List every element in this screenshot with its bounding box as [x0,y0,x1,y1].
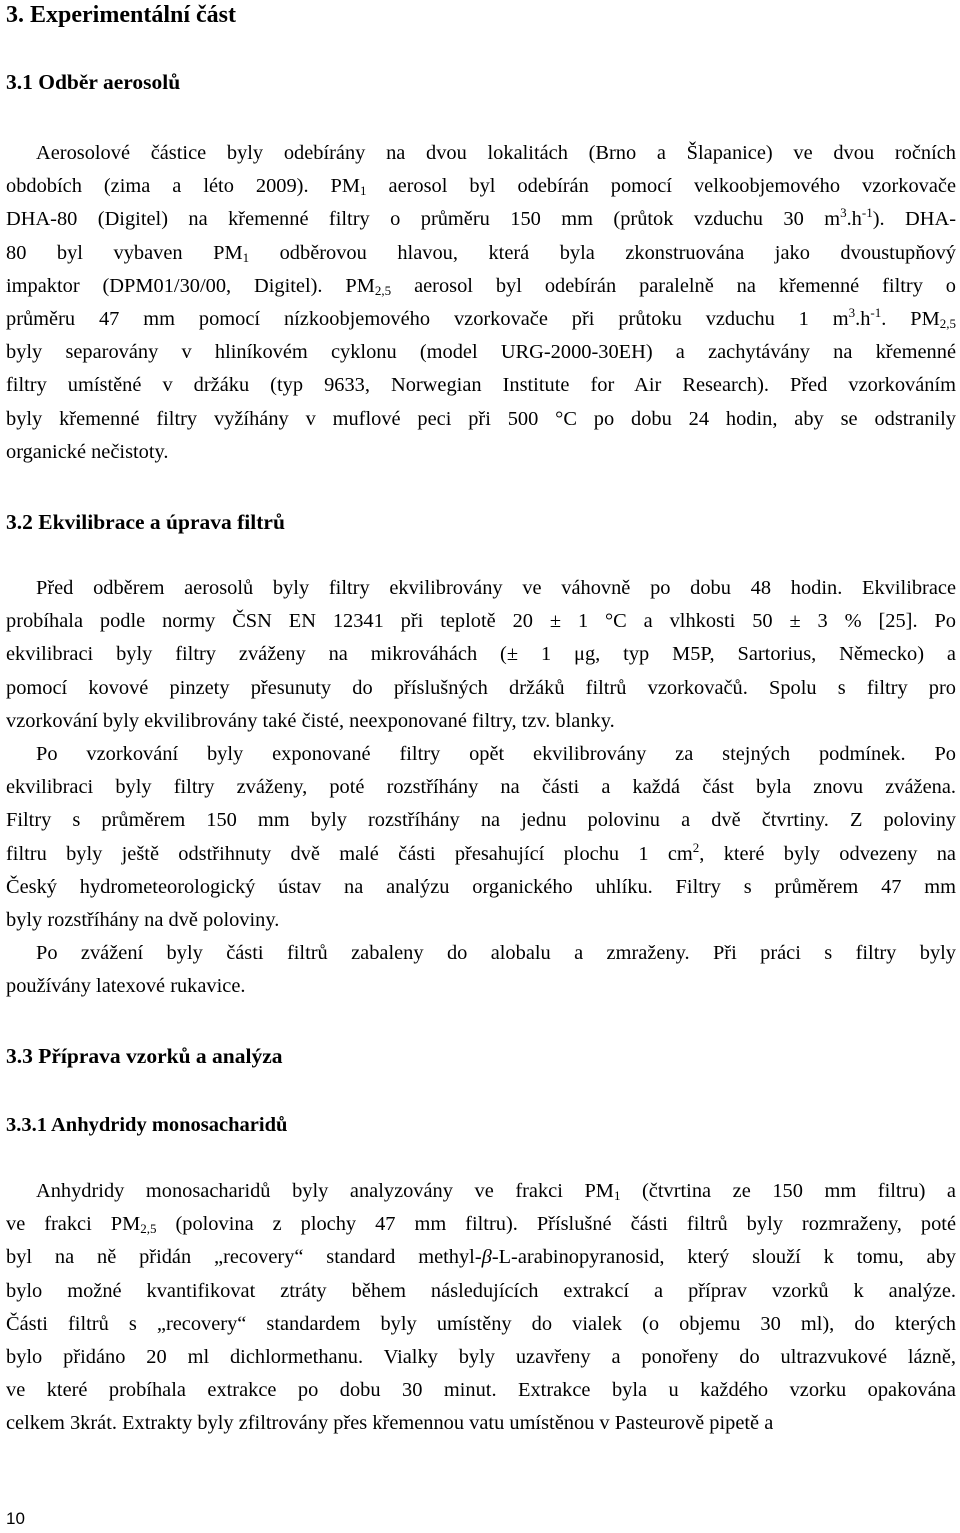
text-line: celkem 3krát. Extrakty byly zfiltrovány přes křemennou vatu umístěnou v Pasteurově pipetě a [6,1412,774,1435]
text-line: Po vzorkování byly exponované filtry opět ekvilibrovány za stejných podmínek. Po [36,743,956,765]
subsection-heading-3-3: 3.3 Příprava vzorků a analýza [6,1044,283,1068]
paragraph-ekvilibrace-2 [6,738,956,937]
text-line: filtru byly ještě odstřihnuty dvě malé části přesahující plochu 1 $cm^2$, které byly odvezeny na [6,839,956,865]
text-line: používány latexové rukavice. [6,975,246,998]
paragraph-anhydridy [6,1175,956,1441]
text-line: Před odběrem aerosolů byly filtry ekvilibrovány ve váhovně po dobu 48 hodin. Ekvilibrace [36,577,956,599]
text-line: ve frakci $PM_{2,5}$ (polovina z plochy 47 mm filtru). Příslušné části filtrů byly rozmraženy, poté [6,1213,956,1237]
text-line: Aerosolové částice byly odebírány na dvou lokalitách (Brno a Šlapanice) ve dvou ročních [36,142,956,164]
text-line: ekvilibraci byly filtry zváženy na mikrováhách (± 1 μg, typ M5P, Sartorius, Německo) a [6,643,956,666]
text-line: impaktor (DPM01/30/00, Digitel). $PM_{2,5}$ aerosol byl odebírán paralelně na křemenné filtry o [6,274,956,298]
paragraph-ekvilibrace-1 [6,572,956,738]
section-heading: 3. Experimentální část [6,2,236,28]
text-line: filtry umístěné v držáku (typ 9633, Norwegian Institute for Air Research). Před vzorkováním [6,374,956,397]
text-line: byly křemenné filtry vyžíhány v muflové peci při 500 °C po dobu 24 hodin, aby se odstranily [6,407,956,430]
text-line: průměru 47 mm pomocí nízkoobjemového vzorkovače při průtoku vzduchu 1 $m^3.h^{-1}$. $PM_{2,5}$ [6,304,956,331]
text-line: obdobích (zima a léto 2009). $PM_1$ aerosol byl odebírán pomocí velkoobjemového vzorkovače [6,175,957,199]
text-line: 80 byl vybaven $PM_1$ odběrovou hlavou, která byla zkonstruována jako dvoustupňový [6,241,956,265]
subsection-heading-3-2: 3.2 Ekvilibrace a úprava filtrů [6,510,285,534]
text-line: organické nečistoty. [6,440,169,463]
page-number: 10 [6,1509,25,1528]
subsubsection-heading-3-3-1: 3.3.1 Anhydridy monosacharidů [6,1114,288,1136]
text-line: Po zvážení byly části filtrů zabaleny do alobalu a zmraženy. Při práci s filtry byly [36,942,956,964]
paragraph-ekvilibrace-3 [6,937,956,1003]
text-line: ekvilibraci byly filtry zváženy, poté rozstříhány na části a každá část byla znovu zvážena. [6,776,956,799]
text-line: byly rozstříhány na dvě poloviny. [6,908,280,931]
subsection-heading-3-1: 3.1 Odběr aerosolů [6,70,181,94]
text-line: probíhala podle normy ČSN EN 12341 při teplotě 20 ± 1 °C a vlhkosti 50 ± 3 % [25]. Po [6,610,956,633]
text-line: ve které probíhala extrakce po dobu 30 minut. Extrakce byla u každého vzorku opakována [6,1379,956,1402]
text-line: pomocí kovové pinzety přesunuty do příslušných držáků filtrů vzorkovačů. Spolu s filtry pro [6,676,956,699]
text-line: Části filtrů s „recovery“ standardem byly umístěny do vialek (o objemu 30 ml), do kterých [6,1312,956,1335]
text-line: vzorkování byly ekvilibrovány také čisté, neexponované filtry, tzv. blanky. [6,709,615,732]
text-line: Anhydridy monosacharidů byly analyzovány ve frakci $PM_1$ (čtvrtina ze 150 mm filtru) a [36,1180,956,1203]
text-line: bylo přidáno 20 ml dichlormethanu. Vialky byly uzavřeny a ponořeny do ultrazvukové lázně, [6,1345,956,1368]
text-line: bylo možné kvantifikovat ztráty během následujících extrakcí a příprav vzorků k analýze. [6,1279,956,1302]
text-line: byly separovány v hliníkovém cyklonu (model URG-2000-30EH) a zachytávány na křemenné [6,341,956,364]
paragraph-odber-aerosolu [6,137,956,469]
text-line: Filtry s průměrem 150 mm byly rozstříhány na jednu polovinu a dvě čtvrtiny. Z poloviny [6,809,956,832]
text-line: DHA-80 (Digitel) na křemenné filtry o průměru 150 mm (průtok vzduchu 30 $m^3.h^{-1}$). DHA- [6,205,956,231]
text-line: Český hydrometeorologický ústav na analýzu organického uhlíku. Filtry s průměrem 47 mm [6,875,956,898]
text-line: byl na ně přidán „recovery“ standard methyl-β-L-arabinopyranosid, který slouží k tomu, aby [6,1246,956,1269]
